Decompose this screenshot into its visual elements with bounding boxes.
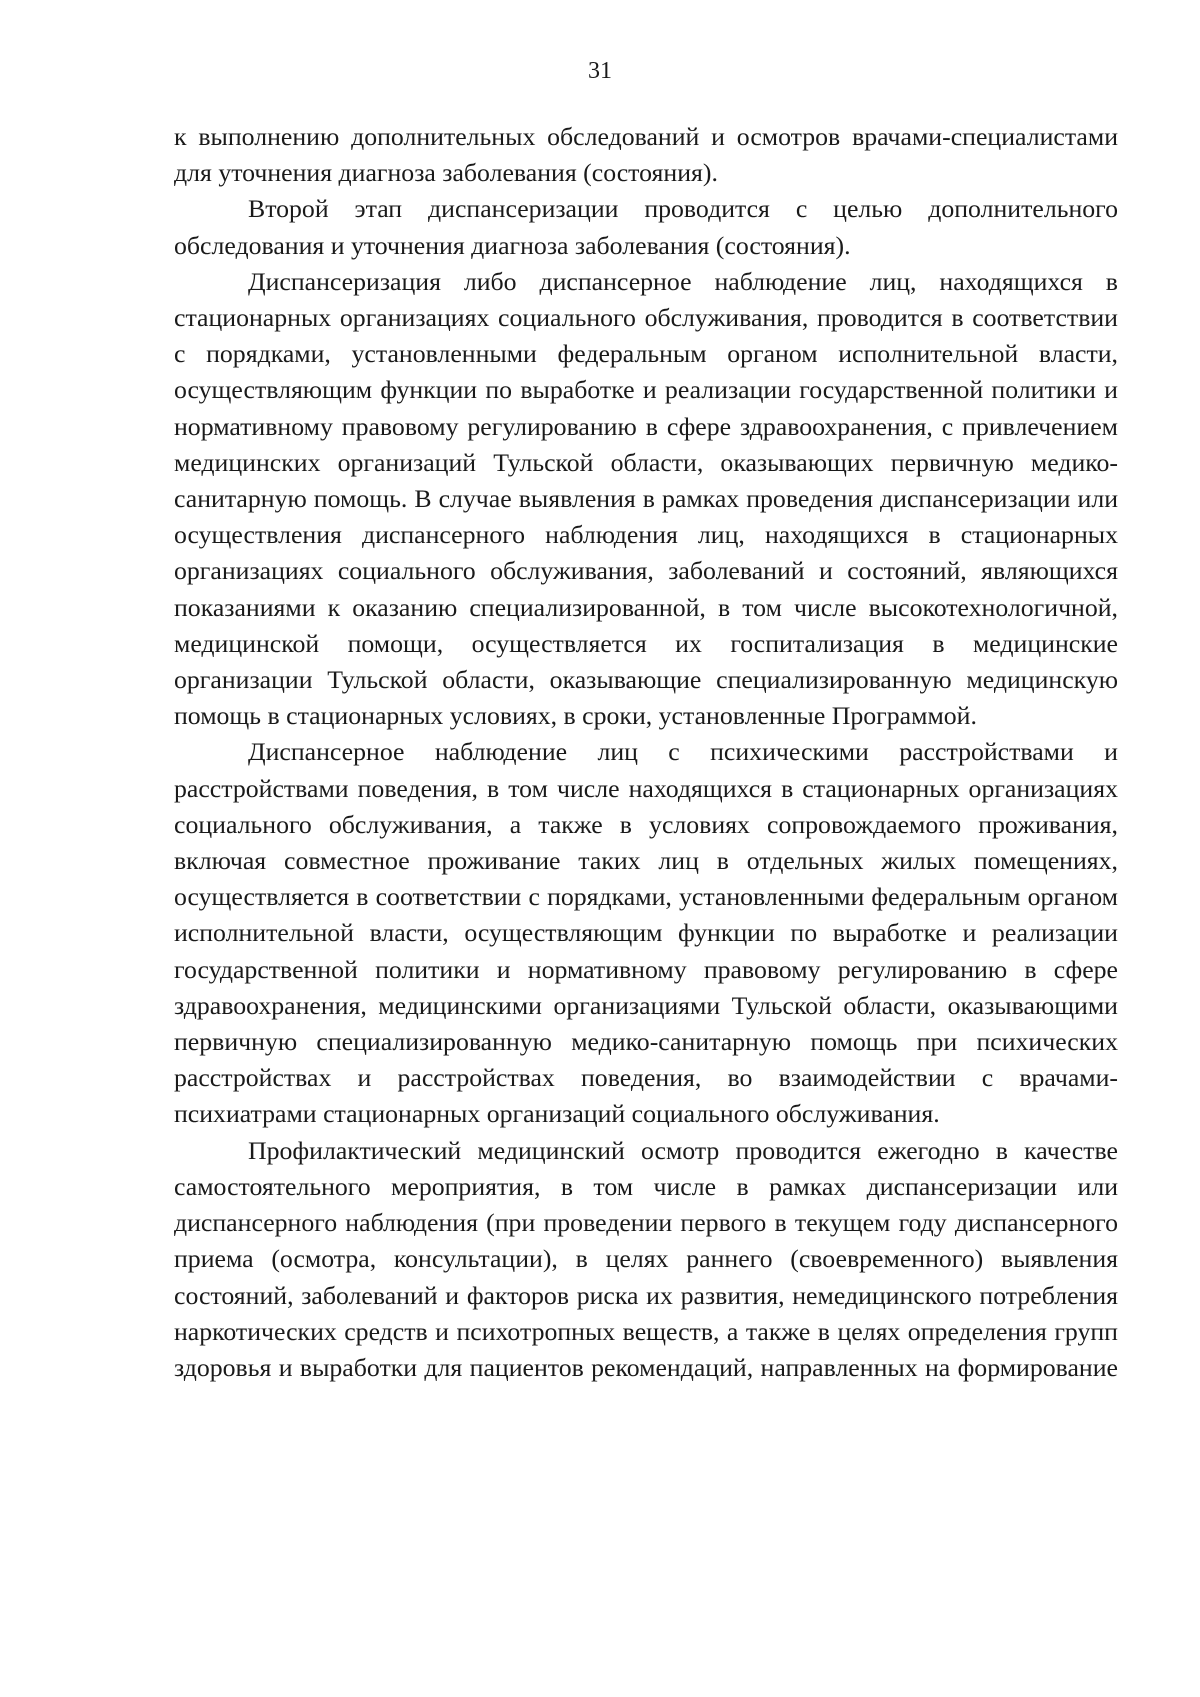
paragraph-preventive-exam: Профилактический медицинский осмотр проводится ежегодно в качестве самостоятельного мероприятия, в том числе в рамках диспансеризации или диспансерного наблюдения (при проведении первого в текущем году диспансерного приема (осмотра, консультации), в целях раннего (своевременного) выявления состояний, заболеваний и факторов риска их развития, немедицинского потребления наркотических средств и психотропных веществ, а также в целях определения групп здоровья и выработки для пациентов рекомендаций, направленных на формирование bbox=[174, 1135, 1118, 1382]
page-number: 31 bbox=[588, 58, 612, 84]
paragraph-inpatient-social-orgs: Диспансеризация либо диспансерное наблюдение лиц, находящихся в стационарных организациях социального обслуживания, проводится в соответствии с порядками, установленными федеральным органом исполнительной власти, осуществляющим функции по выработке и реализации государственной политики и нормативному правовому регулированию в сфере здравоохранения, с привлечением медицинских организаций Тульской области, оказывающих первичную медико-санитарную помощь. В случае выявления в рамках проведения диспансеризации или осуществления диспансерного наблюдения лиц, находящихся в стационарных организациях социального обслуживания, заболеваний и состояний, являющихся показаниями к оказанию специализированной, в том числе высокотехнологичной, медицинской помощи, осуществляется их госпитализация в медицинские организации Тульской области, оказывающие специализированную медицинскую помощь в стационарных условиях, в сроки, установленные Программой. bbox=[174, 266, 1118, 731]
paragraph-mental-disorders: Диспансерное наблюдение лиц с психическими расстройствами и расстройствами поведения, в том числе находящихся в стационарных организациях социального обслуживания, а также в условиях сопровождаемого проживания, включая совместное проживание таких лиц в отдельных жилых помещениях, осуществляется в соответствии с порядками, установленными федеральным органом исполнительной власти, осуществляющим функции по выработке и реализации государственной политики и нормативному правовому регулированию в сфере здравоохранения, медицинскими организациями Тульской области, оказывающими первичную специализированную медико-санитарную помощь при психических расстройствах и расстройствах поведения, во взаимодействии с врачами-психиатрами стационарных организаций социального обслуживания. bbox=[174, 737, 1118, 1129]
paragraph-second-stage: Второй этап диспансеризации проводится с целью дополнительного обследования и уточнения диагноза заболевания (состояния). bbox=[174, 194, 1118, 260]
paragraph-continuation: к выполнению дополнительных обследований и осмотров врачами-специалистами для уточнения диагноза заболевания (состояния). bbox=[174, 122, 1118, 188]
document-body bbox=[174, 119, 1118, 1386]
